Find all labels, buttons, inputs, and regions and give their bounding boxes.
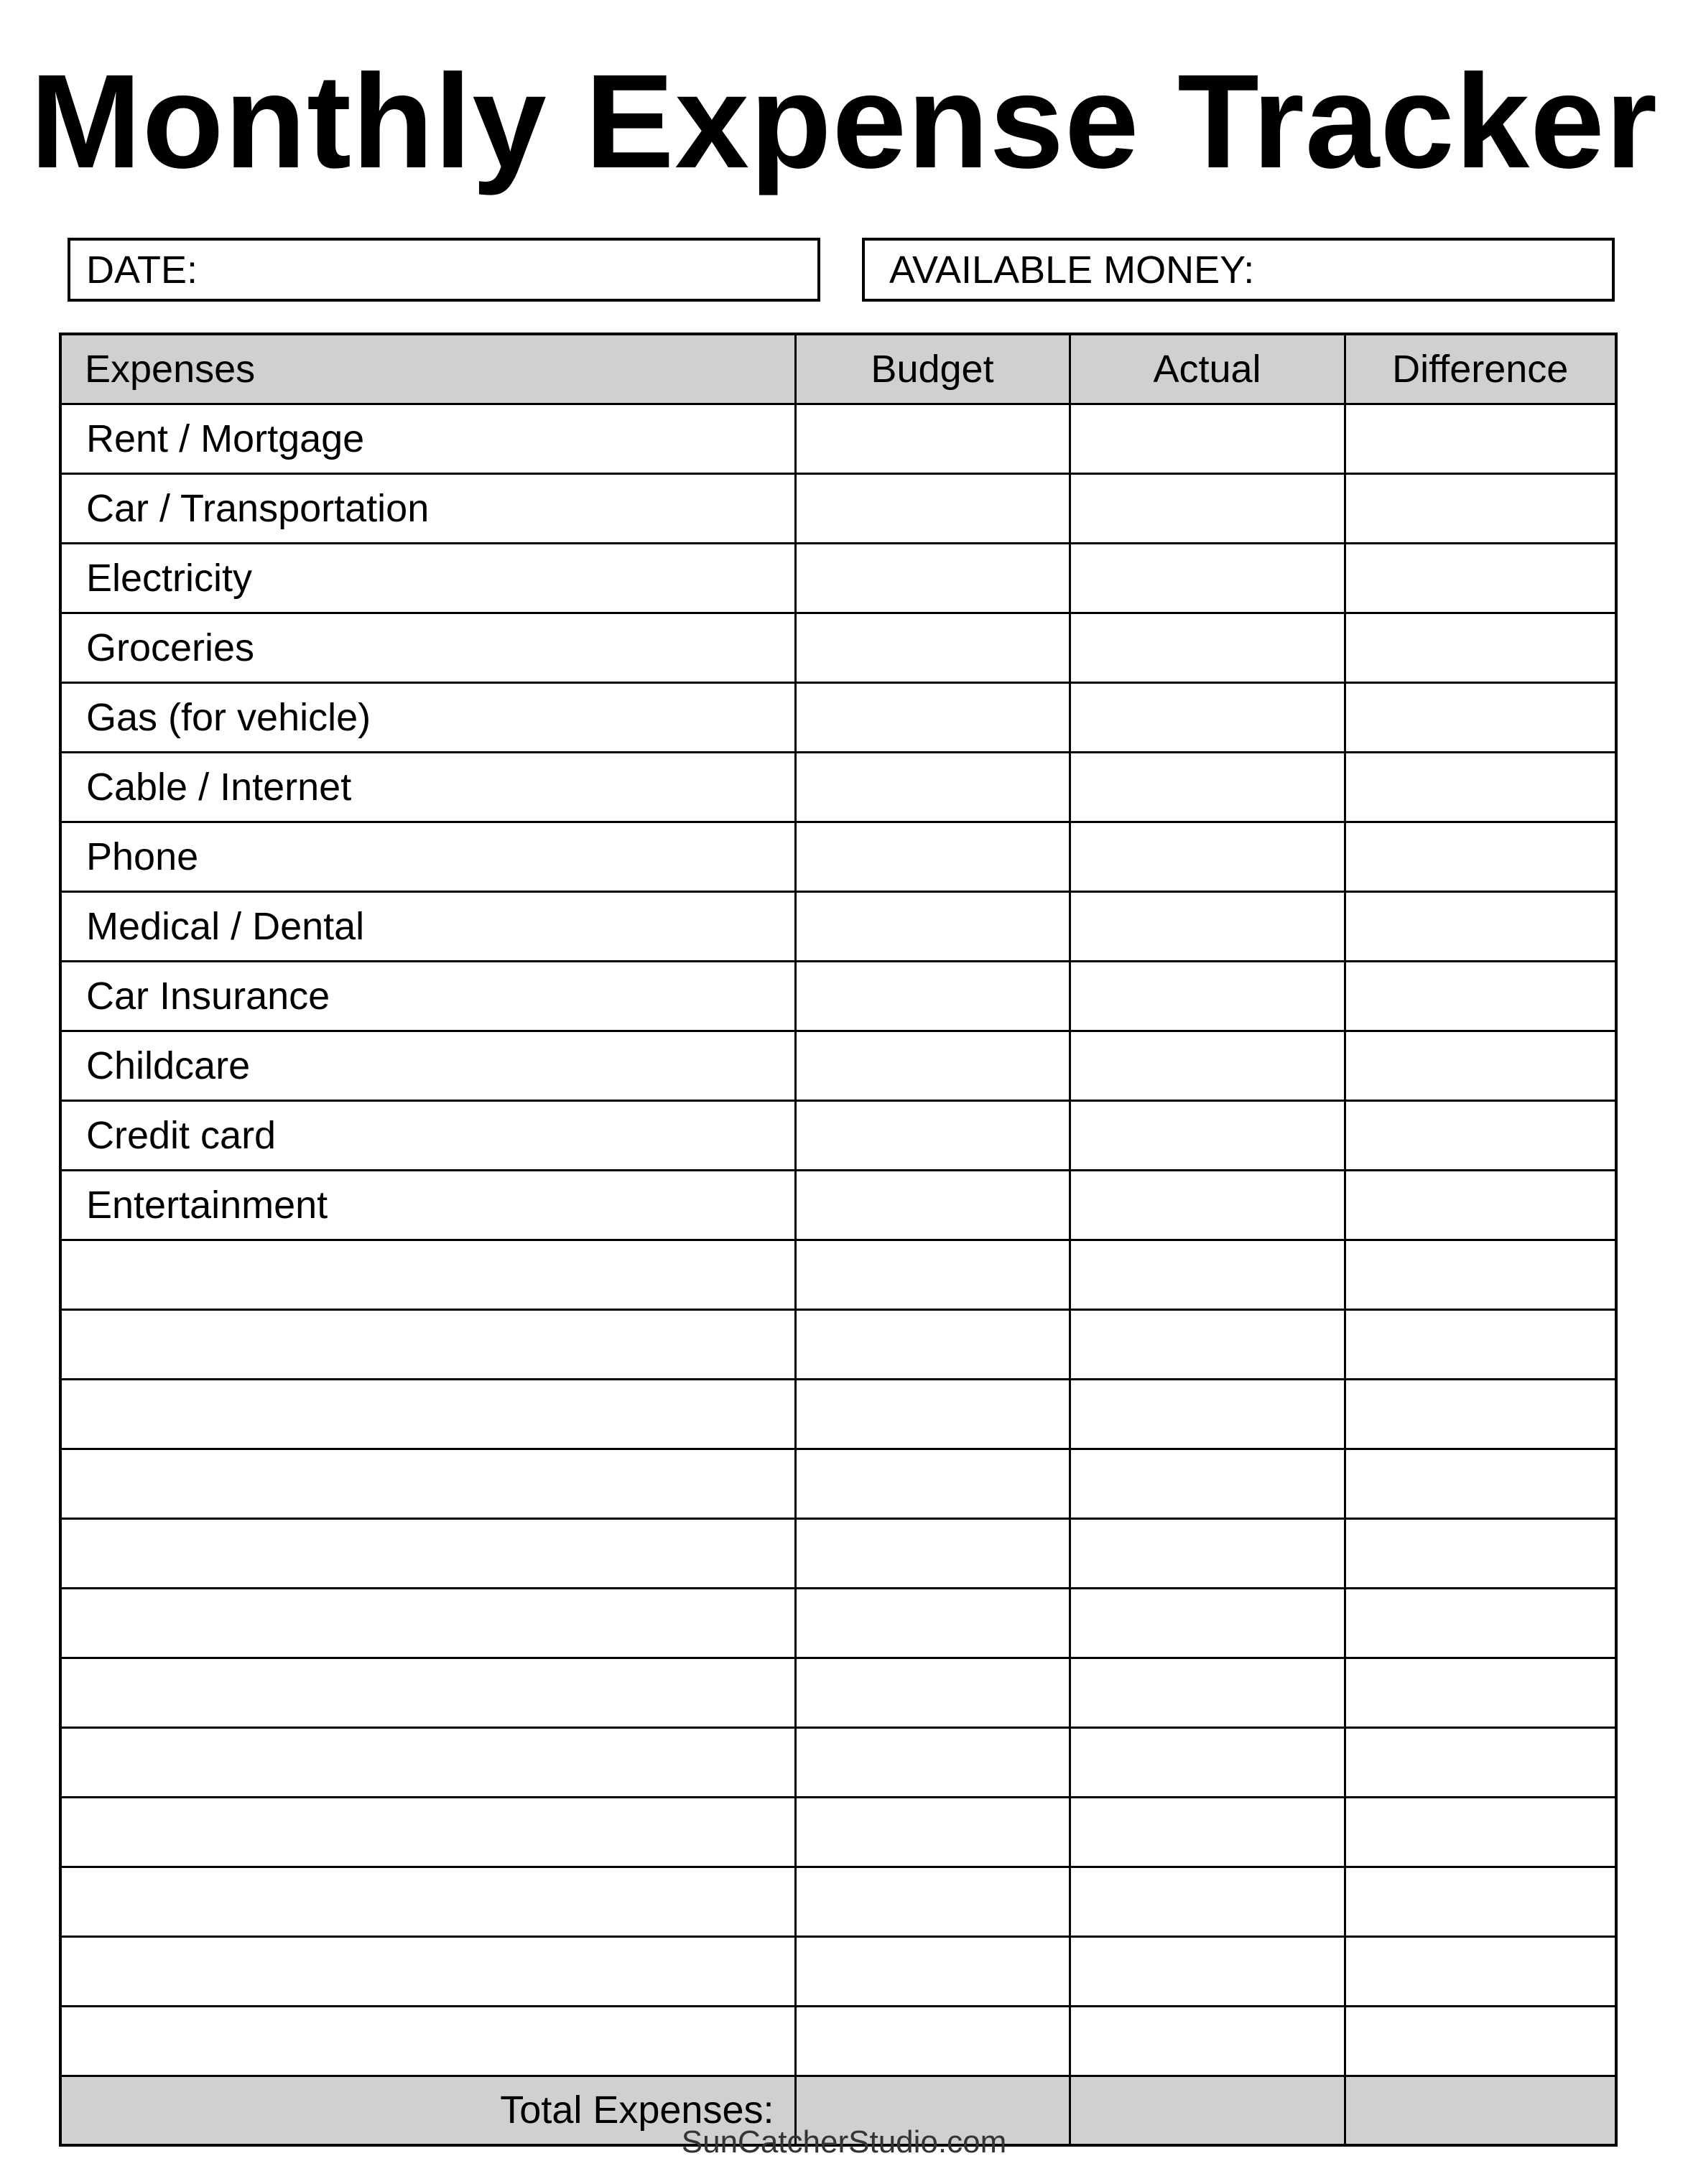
- actual-cell[interactable]: [1070, 682, 1345, 752]
- table-row: [60, 752, 1616, 822]
- budget-cell[interactable]: [795, 1100, 1070, 1170]
- difference-cell[interactable]: [1345, 1309, 1616, 1379]
- table-row: [60, 1449, 1616, 1518]
- difference-cell[interactable]: [1345, 1170, 1616, 1240]
- table-row: [60, 613, 1616, 682]
- expense-name-cell[interactable]: [60, 1588, 795, 1658]
- table-row: [60, 1379, 1616, 1449]
- column-header-expenses: Expenses: [60, 334, 795, 404]
- column-header-budget: Budget: [795, 334, 1070, 404]
- table-row: [60, 1797, 1616, 1867]
- actual-cell[interactable]: [1070, 752, 1345, 822]
- table-row: [60, 1240, 1616, 1309]
- actual-cell[interactable]: [1070, 1936, 1345, 2006]
- table-row: [60, 1518, 1616, 1588]
- column-header-difference: Difference: [1345, 334, 1616, 404]
- difference-cell[interactable]: [1345, 1240, 1616, 1309]
- budget-cell[interactable]: [795, 1518, 1070, 1588]
- expense-name-cell[interactable]: [60, 1797, 795, 1867]
- table-row: [60, 1727, 1616, 1797]
- difference-cell[interactable]: [1345, 1100, 1616, 1170]
- actual-cell[interactable]: [1070, 1309, 1345, 1379]
- difference-cell[interactable]: [1345, 404, 1616, 473]
- table-header-row: [60, 334, 1616, 404]
- table-row: [60, 1658, 1616, 1727]
- expense-table: [59, 333, 1618, 2147]
- expense-name-cell[interactable]: Childcare: [60, 1031, 795, 1100]
- expense-name-cell[interactable]: Groceries: [60, 613, 795, 682]
- expense-name-cell[interactable]: Cable / Internet: [60, 752, 795, 822]
- actual-cell[interactable]: [1070, 1240, 1345, 1309]
- expense-name-cell[interactable]: [60, 1449, 795, 1518]
- difference-cell[interactable]: [1345, 1588, 1616, 1658]
- actual-cell[interactable]: [1070, 473, 1345, 543]
- expense-name-cell[interactable]: [60, 1309, 795, 1379]
- page-title: Monthly Expense Tracker: [29, 47, 1659, 196]
- total-expenses-label: Total Expenses:: [60, 2076, 795, 2145]
- budget-cell[interactable]: [795, 1658, 1070, 1727]
- difference-cell[interactable]: [1345, 1727, 1616, 1797]
- difference-cell[interactable]: [1345, 682, 1616, 752]
- table-row: [60, 1867, 1616, 1936]
- expense-rows: [60, 404, 1616, 2076]
- expense-name-cell[interactable]: [60, 1240, 795, 1309]
- date-field[interactable]: [68, 238, 820, 302]
- expense-name-cell[interactable]: [60, 1379, 795, 1449]
- actual-cell[interactable]: [1070, 543, 1345, 613]
- expense-name-cell[interactable]: Rent / Mortgage: [60, 404, 795, 473]
- budget-cell[interactable]: [795, 473, 1070, 543]
- budget-cell[interactable]: [795, 1240, 1070, 1309]
- column-header-actual: Actual: [1070, 334, 1345, 404]
- table-row: [60, 822, 1616, 891]
- difference-cell[interactable]: [1345, 891, 1616, 961]
- actual-cell[interactable]: [1070, 1867, 1345, 1936]
- actual-cell[interactable]: [1070, 1588, 1345, 1658]
- actual-cell[interactable]: [1070, 404, 1345, 473]
- table-row: [60, 543, 1616, 613]
- expense-name-cell[interactable]: [60, 1518, 795, 1588]
- date-label: DATE:: [86, 248, 198, 292]
- actual-cell[interactable]: [1070, 1727, 1345, 1797]
- expense-name-cell[interactable]: [60, 1936, 795, 2006]
- actual-cell[interactable]: [1070, 1449, 1345, 1518]
- difference-cell[interactable]: [1345, 752, 1616, 822]
- table-row: [60, 891, 1616, 961]
- difference-cell[interactable]: [1345, 1797, 1616, 1867]
- budget-cell[interactable]: [795, 961, 1070, 1031]
- expense-name-cell[interactable]: [60, 1727, 795, 1797]
- footer-credit: SunCatcherStudio.com: [681, 2124, 1007, 2160]
- budget-cell[interactable]: [795, 1379, 1070, 1449]
- available-money-field[interactable]: [862, 238, 1615, 302]
- budget-cell[interactable]: [795, 2006, 1070, 2076]
- expense-name-cell[interactable]: Credit card: [60, 1100, 795, 1170]
- expense-name-cell[interactable]: [60, 1658, 795, 1727]
- actual-cell[interactable]: [1070, 891, 1345, 961]
- difference-cell[interactable]: [1345, 961, 1616, 1031]
- difference-cell[interactable]: [1345, 613, 1616, 682]
- budget-cell[interactable]: [795, 682, 1070, 752]
- table-row: [60, 682, 1616, 752]
- actual-cell[interactable]: [1070, 1658, 1345, 1727]
- actual-cell[interactable]: [1070, 1170, 1345, 1240]
- table-row: [60, 1031, 1616, 1100]
- table-row: [60, 1936, 1616, 2006]
- actual-cell[interactable]: [1070, 1797, 1345, 1867]
- expense-name-cell[interactable]: Medical / Dental: [60, 891, 795, 961]
- budget-cell[interactable]: [795, 1867, 1070, 1936]
- difference-cell[interactable]: [1345, 543, 1616, 613]
- table-row: [60, 1100, 1616, 1170]
- actual-cell[interactable]: [1070, 1031, 1345, 1100]
- budget-cell[interactable]: [795, 1588, 1070, 1658]
- budget-cell[interactable]: [795, 404, 1070, 473]
- budget-cell[interactable]: [795, 1727, 1070, 1797]
- table-row: [60, 961, 1616, 1031]
- expense-name-cell[interactable]: [60, 1867, 795, 1936]
- expense-name-cell[interactable]: Gas (for vehicle): [60, 682, 795, 752]
- budget-cell[interactable]: [795, 613, 1070, 682]
- budget-cell[interactable]: [795, 543, 1070, 613]
- expense-name-cell[interactable]: Car Insurance: [60, 961, 795, 1031]
- difference-cell[interactable]: [1345, 1658, 1616, 1727]
- actual-cell[interactable]: [1070, 961, 1345, 1031]
- budget-cell[interactable]: [795, 1797, 1070, 1867]
- expense-name-cell[interactable]: Phone: [60, 822, 795, 891]
- budget-cell[interactable]: [795, 1309, 1070, 1379]
- actual-cell[interactable]: [1070, 822, 1345, 891]
- difference-cell[interactable]: [1345, 2006, 1616, 2076]
- difference-cell[interactable]: [1345, 1379, 1616, 1449]
- expense-name-cell[interactable]: Car / Transportation: [60, 473, 795, 543]
- table-row: [60, 2006, 1616, 2076]
- budget-cell[interactable]: [795, 891, 1070, 961]
- difference-cell[interactable]: [1345, 1449, 1616, 1518]
- budget-cell[interactable]: [795, 822, 1070, 891]
- budget-cell[interactable]: [795, 752, 1070, 822]
- actual-cell[interactable]: [1070, 613, 1345, 682]
- budget-cell[interactable]: [795, 1936, 1070, 2006]
- budget-cell[interactable]: [795, 1031, 1070, 1100]
- difference-cell[interactable]: [1345, 1936, 1616, 2006]
- table-row: [60, 1170, 1616, 1240]
- actual-cell[interactable]: [1070, 1100, 1345, 1170]
- expense-name-cell[interactable]: Entertainment: [60, 1170, 795, 1240]
- budget-cell[interactable]: [795, 1449, 1070, 1518]
- table-row: [60, 404, 1616, 473]
- expense-name-cell[interactable]: Electricity: [60, 543, 795, 613]
- difference-cell[interactable]: [1345, 822, 1616, 891]
- table-row: [60, 1588, 1616, 1658]
- table-row: [60, 1309, 1616, 1379]
- difference-cell[interactable]: [1345, 1031, 1616, 1100]
- available-money-label: AVAILABLE MONEY:: [889, 248, 1255, 292]
- budget-cell[interactable]: [795, 1170, 1070, 1240]
- difference-cell[interactable]: [1345, 1518, 1616, 1588]
- expense-name-cell[interactable]: [60, 2006, 795, 2076]
- difference-cell[interactable]: [1345, 1867, 1616, 1936]
- actual-cell[interactable]: [1070, 2006, 1345, 2076]
- difference-cell[interactable]: [1345, 473, 1616, 543]
- actual-cell[interactable]: [1070, 1518, 1345, 1588]
- table-row: [60, 473, 1616, 543]
- actual-cell[interactable]: [1070, 1379, 1345, 1449]
